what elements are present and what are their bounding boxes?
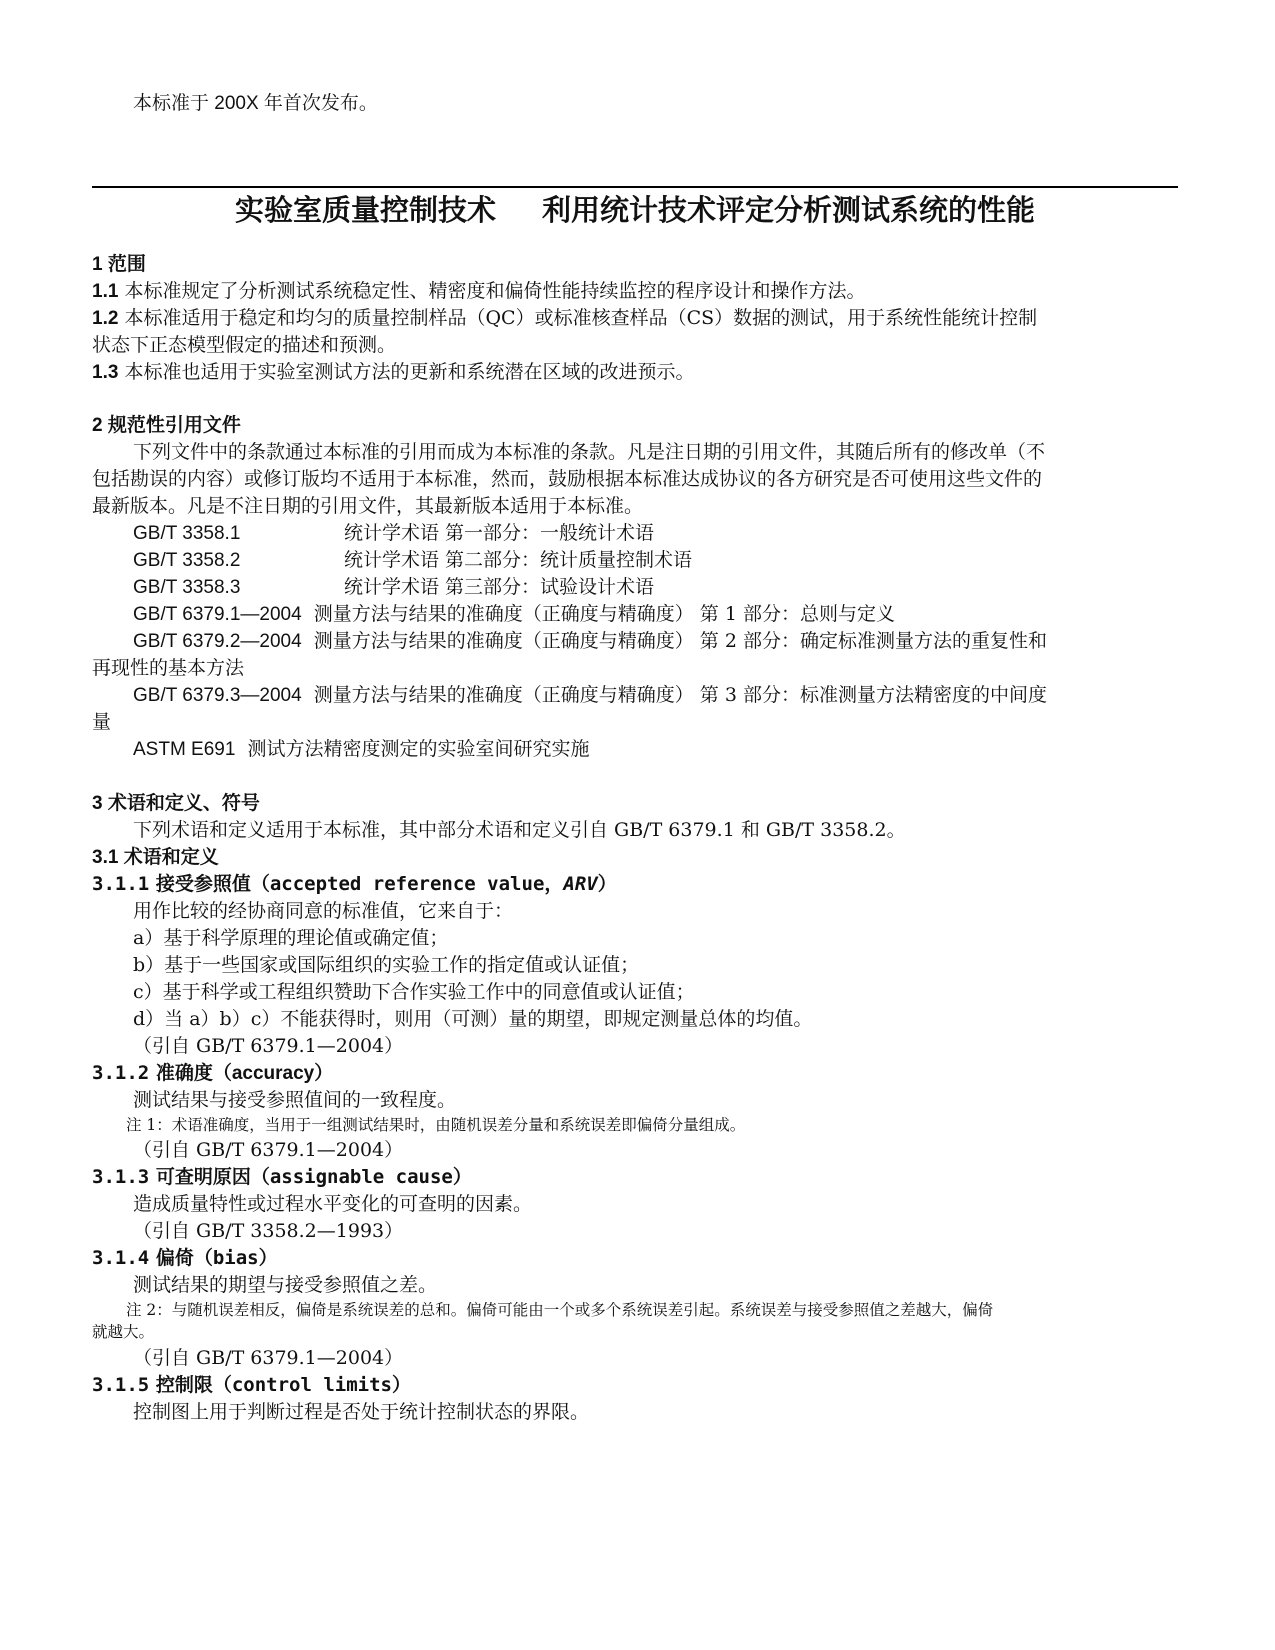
clause-text: 本标准适用于稳定和均匀的质量控制样品（QC）或标准核查样品（CS）数据的测试，用于系统性能统计控制 <box>124 307 1038 329</box>
clause-1-2 <box>92 305 1037 332</box>
term-name: 准确度 <box>155 1063 213 1084</box>
reference-title: 测试方法精密度测定的实验室间研究实施 <box>247 738 590 760</box>
reference-code: GB/T 6379.2—2004 <box>133 631 302 652</box>
clause-1-2-continued: 状态下正态模型假定的描述和预测。 <box>92 334 397 356</box>
clause-number: 1.3 <box>92 362 119 383</box>
reference-title: 统计学术语 第三部分：试验设计术语 <box>344 576 655 598</box>
term-list-item: d）当 a）b）c）不能获得时，则用（可测）量的期望，即规定测量总体的均值。 <box>133 1008 813 1030</box>
term-note-continued: 就越大。 <box>92 1323 155 1341</box>
reference-title: 测量方法与结果的准确度（正确度与精确度） 第 3 部分：标准测量方法精密度的中间度 <box>313 684 1047 706</box>
term-heading-3-1-5 <box>92 1372 411 1399</box>
reference-item <box>133 682 1047 709</box>
reference-code: GB/T 3358.2 <box>133 550 241 571</box>
reference-item <box>133 628 1047 655</box>
term-definition: 测试结果的期望与接受参照值之差。 <box>133 1274 438 1296</box>
term-name: 接受参照值 <box>155 874 251 895</box>
clause-number: 1.2 <box>92 308 119 329</box>
term-english: （control limits） <box>212 1374 411 1396</box>
term-source: （引自 GB/T 6379.1—2004） <box>133 1139 404 1161</box>
reference-code: ASTM E691 <box>133 739 236 760</box>
subsection-3-1-heading: 3.1 术语和定义 <box>92 847 219 868</box>
term-source: （引自 GB/T 6379.1—2004） <box>133 1347 404 1369</box>
term-note: 注 2：与随机误差相反，偏倚是系统误差的总和。偏倚可能由一个或多个系统误差引起。系统误差与接受参照值之差越大，偏倚 <box>126 1301 994 1319</box>
term-name: 可查明原因 <box>155 1167 251 1188</box>
reference-item <box>133 547 692 574</box>
term-number: 3.1.4 <box>92 1247 150 1269</box>
reference-code: GB/T 3358.3 <box>133 577 241 598</box>
term-number: 3.1.3 <box>92 1166 150 1188</box>
clause-number: 1.1 <box>92 281 119 302</box>
reference-code: GB/T 6379.3—2004 <box>133 685 302 706</box>
term-heading-3-1-4 <box>92 1245 278 1272</box>
clause-1-1 <box>92 278 865 305</box>
term-english: （accepted reference value， <box>250 873 564 895</box>
section-2-para-line-2: 包括勘误的内容）或修订版均不适用于本标准，然而，鼓励根据本标准达成协议的各方研究是否可使用这些文件的 <box>92 468 1043 490</box>
term-list-item: b）基于一些国家或国际组织的实验工作的指定值或认证值； <box>133 954 640 976</box>
section-1-heading: 1 范围 <box>92 254 146 275</box>
reference-item <box>133 520 654 547</box>
title-rule <box>92 186 1178 188</box>
reference-code: GB/T 3358.1 <box>133 523 241 544</box>
reference-item-continued: 量 <box>92 711 112 733</box>
term-number: 3.1.5 <box>92 1374 150 1396</box>
reference-item <box>133 601 895 628</box>
reference-title: 统计学术语 第一部分：一般统计术语 <box>344 522 655 544</box>
reference-title: 测量方法与结果的准确度（正确度与精确度） 第 2 部分：确定标准测量方法的重复性和 <box>313 630 1047 652</box>
document-title <box>92 190 1178 230</box>
term-name: 偏倚 <box>155 1248 194 1269</box>
term-number: 3.1.2 <box>92 1062 150 1084</box>
term-definition: 造成质量特性或过程水平变化的可查明的因素。 <box>133 1193 533 1215</box>
term-list-item: c）基于科学或工程组织赞助下合作实验工作中的同意值或认证值； <box>133 981 695 1003</box>
term-english: （assignable cause） <box>250 1166 472 1188</box>
title-part-1: 实验室质量控制技术 <box>234 193 496 227</box>
clause-text: 本标准也适用于实验室测试方法的更新和系统潜在区域的改进预示。 <box>124 361 695 383</box>
term-heading-3-1-1 <box>92 871 617 898</box>
section-3-intro: 下列术语和定义适用于本标准，其中部分术语和定义引自 GB/T 6379.1 和 GB/T 3358.2。 <box>133 819 906 841</box>
reference-item-continued: 再现性的基本方法 <box>92 657 245 679</box>
reference-code: GB/T 6379.1—2004 <box>133 604 302 625</box>
term-definition: 测试结果与接受参照值间的一致程度。 <box>133 1089 457 1111</box>
section-2-para-line-3: 最新版本。凡是不注日期的引用文件，其最新版本适用于本标准。 <box>92 495 644 517</box>
term-definition: 控制图上用于判断过程是否处于统计控制状态的界限。 <box>133 1401 590 1423</box>
section-2-para-line-1: 下列文件中的条款通过本标准的引用而成为本标准的条款。凡是注日期的引用文件，其随后所有的修改单（不 <box>133 441 1046 463</box>
term-number: 3.1.1 <box>92 873 150 895</box>
term-source: （引自 GB/T 3358.2—1993） <box>133 1220 404 1242</box>
clause-text: 本标准规定了分析测试系统稳定性、精密度和偏倚性能持续监控的程序设计和操作方法。 <box>124 280 866 302</box>
release-note: 本标准于 200X 年首次发布。 <box>133 93 378 114</box>
term-english-close: ） <box>597 873 617 895</box>
term-heading-3-1-2 <box>92 1060 333 1087</box>
term-note: 注 1：术语准确度，当用于一组测试结果时，由随机误差分量和系统误差即偏倚分量组成。 <box>126 1116 746 1134</box>
term-english: （accuracy） <box>212 1063 334 1084</box>
term-definition: 用作比较的经协商同意的标准值，它来自于： <box>133 900 514 922</box>
term-name: 控制限 <box>155 1375 213 1396</box>
term-abbreviation: ARV <box>563 873 598 895</box>
clause-1-3 <box>92 359 694 386</box>
term-list-item: a）基于科学原理的理论值或确定值； <box>133 927 449 949</box>
term-english: （bias） <box>193 1247 278 1269</box>
reference-title: 测量方法与结果的准确度（正确度与精确度） 第 1 部分：总则与定义 <box>313 603 895 625</box>
term-source: （引自 GB/T 6379.1—2004） <box>133 1035 404 1057</box>
reference-item <box>133 574 654 601</box>
section-2-heading: 2 规范性引用文件 <box>92 415 241 436</box>
reference-item <box>133 736 590 763</box>
term-heading-3-1-3 <box>92 1164 472 1191</box>
section-3-heading: 3 术语和定义、符号 <box>92 793 260 814</box>
title-part-2: 利用统计技术评定分析测试系统的性能 <box>542 193 1036 227</box>
reference-title: 统计学术语 第二部分：统计质量控制术语 <box>344 549 693 571</box>
